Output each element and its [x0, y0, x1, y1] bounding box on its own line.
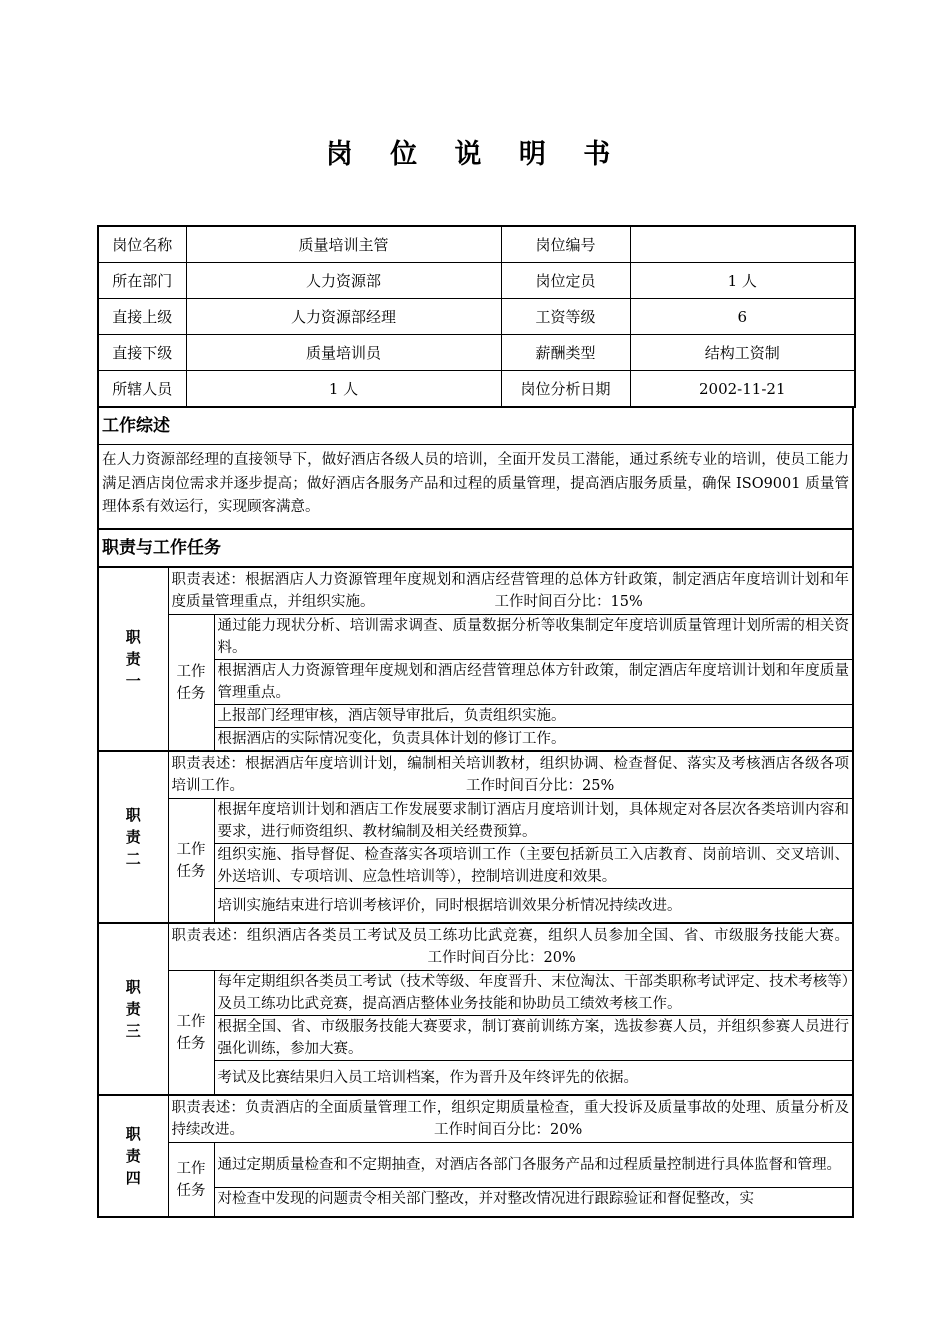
table-row — [98, 263, 855, 299]
summary-heading: 工作综述 — [97, 408, 854, 445]
duty-description: 职责表述：负责酒店的全面质量管理工作，组织定期质量检查，重大投诉及质量事故的处理、质量分析及持续改进。 工作时间百分比：20% — [168, 1096, 853, 1143]
task-item: 根据年度培训计划和酒店工作发展要求制订酒店月度培训计划，具体规定对各层次各类培训内容和要求，进行师资组织、教材编制及相关经费预算。 — [214, 799, 853, 844]
task-label: 工作 任务 — [168, 1143, 214, 1218]
duty-label: 职 责 二 — [98, 752, 168, 923]
job-description-form — [97, 225, 854, 1218]
time-percentage: 工作时间百分比：15% — [494, 594, 643, 610]
field-label: 岗位编号 — [501, 226, 630, 263]
table-row — [98, 335, 855, 371]
field-label: 所在部门 — [98, 263, 186, 299]
task-label: 工作 任务 — [168, 615, 214, 751]
time-percentage: 工作时间百分比：25% — [466, 778, 615, 794]
duty-description: 职责表述：根据酒店人力资源管理年度规划和酒店经营管理的总体方针政策，制定酒店年度培训计划和年度质量管理重点，并组织实施。 工作时间百分比：15% — [168, 568, 853, 615]
field-value: 人力资源部 — [186, 263, 501, 299]
table-row — [98, 299, 855, 335]
field-value — [630, 226, 855, 263]
summary-text: 在人力资源部经理的直接领导下，做好酒店各级人员的培训，全面开发员工潜能，通过系统专业的培训，使员工能力满足酒店岗位需求并逐步提高；做好酒店各服务产品和过程的质量管理，提高酒店服务质量，确保 ISO9001 质量管理体系有效运行，实现顾客满意。 — [97, 445, 854, 530]
duty-label: 职 责 四 — [98, 1096, 168, 1218]
job-info-table — [97, 225, 856, 408]
task-item: 通过能力现状分析、培训需求调查、质量数据分析等收集制定年度培训质量管理计划所需的相关资料。 — [214, 615, 853, 660]
field-value: 6 — [630, 299, 855, 335]
task-label: 工作 任务 — [168, 971, 214, 1095]
field-label: 岗位名称 — [98, 226, 186, 263]
field-label: 岗位分析日期 — [501, 371, 630, 408]
time-percentage: 工作时间百分比：20% — [427, 950, 576, 966]
field-label: 直接上级 — [98, 299, 186, 335]
duty-description: 职责表述：组织酒店各类员工考试及员工练功比武竞赛，组织人员参加全国、省、市级服务技能大赛。工作时间百分比：20% — [168, 924, 853, 971]
duty-block-1 — [97, 567, 854, 751]
duty-description: 职责表述：根据酒店年度培训计划，编制相关培训教材，组织协调、检查督促、落实及考核酒店各级各项培训工作。 工作时间百分比：25% — [168, 752, 853, 799]
task-item: 组织实施、指导督促、检查落实各项培训工作（主要包括新员工入店教育、岗前培训、交叉培训、外送培训、专项培训、应急性培训等），控制培训进度和效果。 — [214, 844, 853, 889]
duties-heading: 职责与工作任务 — [97, 530, 854, 567]
field-label: 薪酬类型 — [501, 335, 630, 371]
task-item: 对检查中发现的问题责令相关部门整改，并对整改情况进行跟踪验证和督促整改，实 — [214, 1188, 853, 1218]
field-value: 结构工资制 — [630, 335, 855, 371]
field-value: 人力资源部经理 — [186, 299, 501, 335]
field-label: 岗位定员 — [501, 263, 630, 299]
table-row — [98, 371, 855, 408]
field-value: 2002-11-21 — [630, 371, 855, 408]
page-title: 岗 位 说 明 书 — [325, 139, 625, 170]
task-label: 工作 任务 — [168, 799, 214, 923]
field-value: 质量培训主管 — [186, 226, 501, 263]
field-value: 质量培训员 — [186, 335, 501, 371]
task-item: 根据酒店人力资源管理年度规划和酒店经营管理总体方针政策，制定酒店年度培训计划和年度质量管理重点。 — [214, 660, 853, 705]
duty-block-3 — [97, 923, 854, 1095]
field-value: 1 人 — [186, 371, 501, 408]
duty-label: 职 责 三 — [98, 924, 168, 1095]
task-item: 培训实施结束进行培训考核评价，同时根据培训效果分析情况持续改进。 — [214, 889, 853, 923]
task-item: 根据全国、省、市级服务技能大赛要求，制订赛前训练方案，选拔参赛人员，并组织参赛人员进行强化训练，参加大赛。 — [214, 1016, 853, 1061]
time-percentage: 工作时间百分比：20% — [434, 1122, 583, 1138]
task-item: 考试及比赛结果归入员工培训档案，作为晋升及年终评先的依据。 — [214, 1061, 853, 1095]
duty-block-4 — [97, 1095, 854, 1218]
task-item: 通过定期质量检查和不定期抽查，对酒店各部门各服务产品和过程质量控制进行具体监督和管理。 — [214, 1143, 853, 1188]
field-value: 1 人 — [630, 263, 855, 299]
table-row — [98, 226, 855, 263]
field-label: 直接下级 — [98, 335, 186, 371]
task-item: 上报部门经理审核，酒店领导审批后，负责组织实施。 — [214, 705, 853, 728]
field-label: 工资等级 — [501, 299, 630, 335]
duty-block-2 — [97, 751, 854, 923]
task-item: 每年定期组织各类员工考试（技术等级、年度晋升、末位淘汰、干部类职称考试评定、技术考核等）及员工练功比武竞赛，提高酒店整体业务技能和协助员工绩效考核工作。 — [214, 971, 853, 1016]
duty-label: 职 责 一 — [98, 568, 168, 751]
task-item: 根据酒店的实际情况变化，负责具体计划的修订工作。 — [214, 728, 853, 751]
field-label: 所辖人员 — [98, 371, 186, 408]
